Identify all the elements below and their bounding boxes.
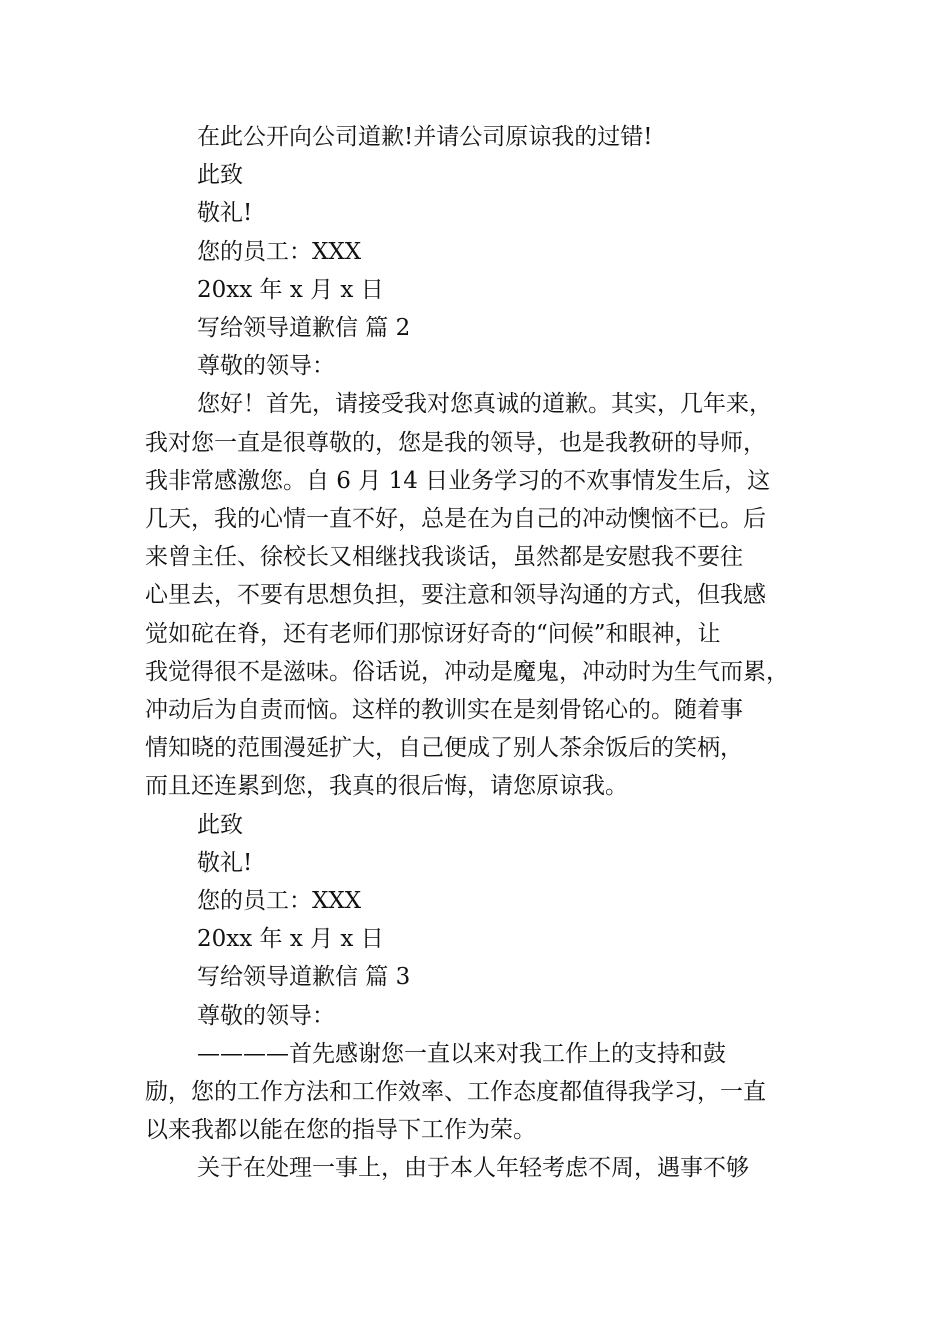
letter2-salutation: 此致	[197, 811, 243, 838]
letter2-body-line: 您好！首先，请接受我对您真诚的道歉。其实，几年来，	[197, 391, 772, 418]
document-page	[145, 118, 825, 1188]
letter2-body-line: 情知晓的范围漫延扩大，自己便成了别人茶余饭后的笑柄，	[145, 735, 743, 762]
letter2-body-line: 几天，我的心情一直不好，总是在为自己的冲动懊恼不已。后	[145, 506, 766, 533]
letter2-body-line: 我对您一直是很尊敬的，您是我的领导，也是我教研的导师，	[145, 429, 766, 456]
letter2-body-line: 来曾主任、徐校长又相继找我谈话，虽然都是安慰我不要往	[145, 544, 743, 571]
letter3-body-line: 以来我都以能在您的指导下工作为荣。	[145, 1117, 536, 1144]
letter2-body-line: 我非常感激您。自 6 月 14 日业务学习的不欢事情发生后，这	[145, 467, 771, 494]
letter2-body-line: 觉如砣在脊，还有老师们那惊讶好奇的“问候”和眼神，让	[145, 620, 721, 647]
letter3-para2-line: 关于在处理一事上，由于本人年轻考虑不周，遇事不够	[197, 1155, 749, 1182]
letter2-signature: 您的员工：XXX	[197, 888, 362, 915]
letter2-body-line: 我觉得很不是滋味。俗话说，冲动是魔鬼，冲动时为生气而累，	[145, 658, 789, 685]
letter1-salutation: 此致	[197, 162, 243, 189]
letter2-regards: 敬礼!	[197, 849, 253, 876]
letter2-body-line: 心里去，不要有思想负担，要注意和领导沟通的方式，但我感	[145, 582, 766, 609]
letter1-regards: 敬礼!	[197, 200, 253, 227]
letter3-title: 写给领导道歉信 篇 3	[197, 964, 411, 991]
opening-line: 在此公开向公司道歉!并请公司原谅我的过错!	[197, 124, 653, 150]
letter2-body-line: 冲动后为自责而恼。这样的教训实在是刻骨铭心的。随着事	[145, 697, 743, 724]
letter1-signature: 您的员工：XXX	[197, 238, 362, 265]
letter1-date: 20xx 年 x 月 x 日	[197, 276, 384, 303]
letter3-body-line: ————首先感谢您一直以来对我工作上的支持和鼓	[197, 1040, 726, 1067]
letter2-title: 写给领导道歉信 篇 2	[197, 315, 411, 342]
letter2-greeting: 尊敬的领导：	[197, 353, 335, 380]
letter2-date: 20xx 年 x 月 x 日	[197, 926, 384, 953]
letter2-body-line: 而且还连累到您，我真的很后悔，请您原谅我。	[145, 773, 628, 800]
letter3-greeting: 尊敬的领导：	[197, 1002, 335, 1029]
letter3-body-line: 励，您的工作方法和工作效率、工作态度都值得我学习，一直	[145, 1079, 766, 1106]
